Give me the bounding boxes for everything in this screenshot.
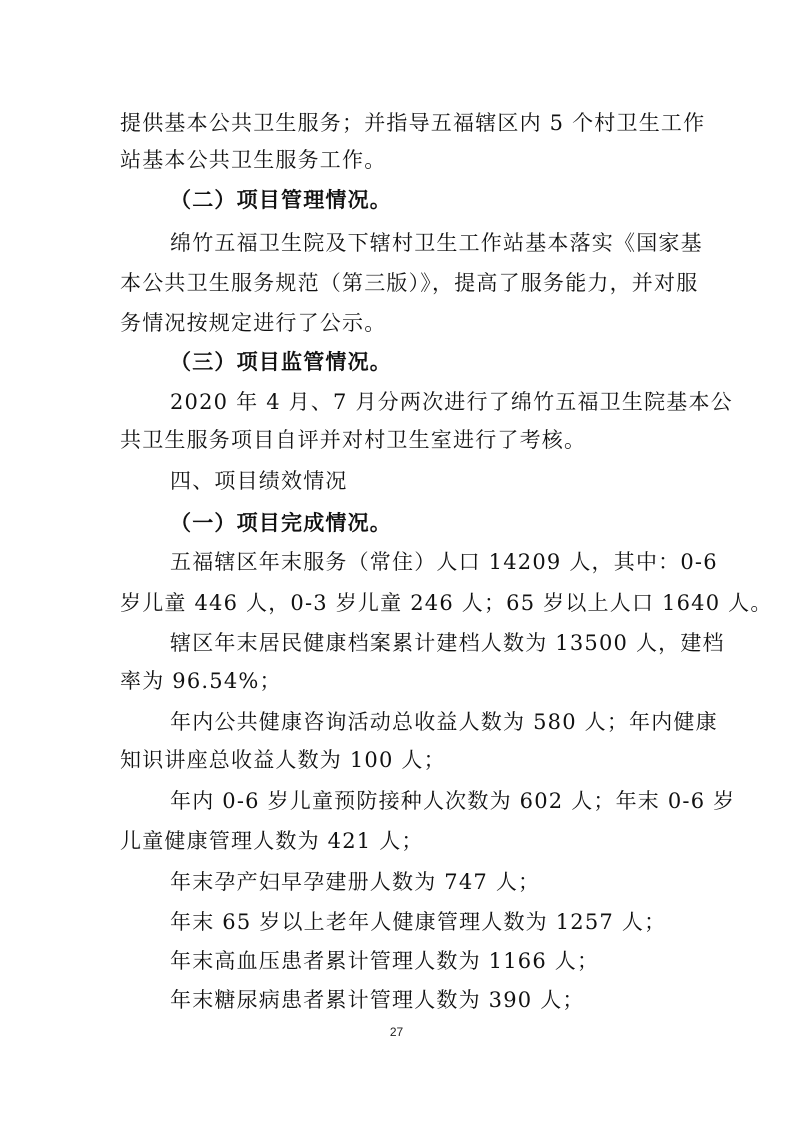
body-line-12: 年内公共健康咨询活动总收益人数为 580 人；年内健康 [170,710,718,734]
page-number: 27 [389,1025,404,1039]
body-line-15: 儿童健康管理人数为 421 人； [120,829,424,853]
body-line-10: 辖区年末居民健康档案累计建档人数为 13500 人，建档 [170,631,725,655]
body-line-13: 知识讲座总收益人数为 100 人； [120,748,446,772]
body-line-8: 五福辖区年末服务（常住）人口 14209 人，其中：0-6 [170,550,718,574]
body-line-3: 绵竹五福卫生院及下辖村卫生工作站基本落实《国家基 [170,231,703,255]
body-line-6: 2020 年 4 月、7 月分两次进行了绵竹五福卫生院基本公 [170,390,733,414]
body-line-17: 年末 65 岁以上老年人健康管理人数为 1257 人； [170,910,667,934]
body-line-2: 站基本公共卫生服务工作。 [120,148,387,172]
body-line-5: 务情况按规定进行了公示。 [120,311,387,335]
section-heading-3: （三）项目监管情况。 [170,350,392,374]
body-line-1: 提供基本公共卫生服务；并指导五福辖区内 5 个村卫生工作 [120,111,706,135]
body-line-11: 率为 96.54%； [120,669,282,693]
chapter-heading-4: 四、项目绩效情况 [170,469,348,493]
body-line-7: 共卫生服务项目自评并对村卫生室进行了考核。 [120,428,587,452]
body-line-14: 年内 0-6 岁儿童预防接种人次数为 602 人；年末 0-6 岁 [170,789,736,813]
section-heading-2: （二）项目管理情况。 [170,188,392,212]
body-line-9: 岁儿童 446 人，0-3 岁儿童 246 人；65 岁以上人口 1640 人。 [120,591,773,615]
body-line-19: 年末糖尿病患者累计管理人数为 390 人； [170,988,585,1012]
body-line-16: 年末孕产妇早孕建册人数为 747 人； [170,870,541,894]
section-heading-1: （一）项目完成情况。 [170,511,392,535]
body-line-4: 本公共卫生服务规范（第三版）》，提高了服务能力，并对服 [120,271,699,295]
body-line-18: 年末高血压患者累计管理人数为 1166 人； [170,949,600,973]
